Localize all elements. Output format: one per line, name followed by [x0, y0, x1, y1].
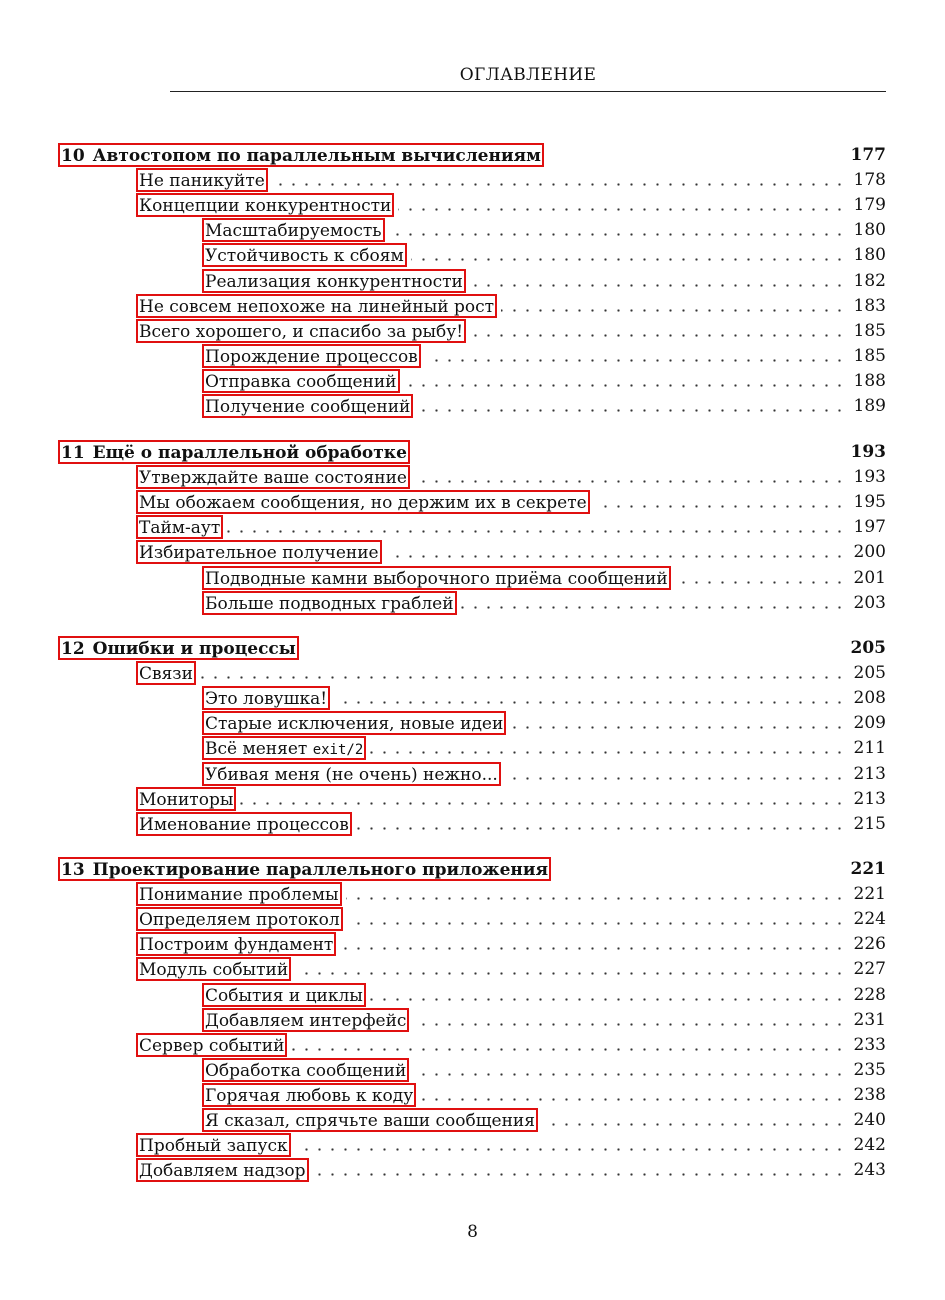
section-entry[interactable]	[136, 907, 343, 931]
section-title: Концепции конкурентности	[139, 196, 392, 217]
section-entry[interactable]	[136, 1133, 291, 1157]
page-number: 8	[467, 1222, 478, 1242]
section-entry[interactable]	[136, 957, 291, 981]
section-entry[interactable]	[202, 711, 506, 735]
dot-leader	[414, 480, 846, 483]
toc-section-row[interactable]	[0, 394, 945, 418]
chapter-title: Автостопом по параллельным вычислениям	[92, 146, 541, 166]
section-entry[interactable]	[202, 566, 671, 590]
dot-leader	[510, 726, 846, 729]
dot-leader	[313, 1173, 846, 1176]
toc-section-row[interactable]	[0, 787, 945, 811]
dot-leader	[370, 998, 846, 1001]
section-entry[interactable]	[136, 540, 382, 564]
section-entry[interactable]	[202, 394, 413, 418]
toc-section-row[interactable]	[0, 1008, 945, 1032]
chapter-title: Ошибки и процессы	[92, 639, 296, 659]
section-title: Отправка сообщений	[205, 371, 397, 392]
section-title: Горячая любовь к коду	[205, 1085, 414, 1106]
toc-section-row[interactable]	[0, 1133, 945, 1157]
section-title: Реализация конкурентности	[205, 271, 463, 292]
section-title: Я сказал, спрячьте ваши сообщения	[205, 1111, 535, 1131]
section-page-number: 226	[853, 934, 886, 955]
dot-leader	[425, 359, 846, 362]
section-page-number: 200	[853, 542, 886, 563]
chapter-title: Проектирование параллельного приложения	[92, 860, 549, 880]
section-entry[interactable]	[202, 269, 466, 293]
toc-section-row[interactable]	[0, 193, 945, 217]
section-title: Это ловушка!	[205, 689, 328, 710]
dot-leader	[295, 972, 846, 975]
section-page-number: 182	[853, 270, 886, 291]
section-title: Добавляем интерфейс	[205, 1010, 407, 1031]
section-title: Модуль событий	[139, 960, 289, 981]
toc-chapter-row[interactable]	[0, 440, 945, 464]
toc-section-row[interactable]	[0, 566, 945, 590]
dot-leader	[386, 555, 846, 558]
toc-section-row[interactable]	[0, 218, 945, 242]
dot-leader	[470, 334, 846, 337]
section-page-number: 233	[853, 1034, 886, 1055]
dot-leader	[413, 1073, 846, 1076]
section-page-number: 213	[853, 788, 886, 809]
section-entry[interactable]	[202, 1083, 416, 1107]
section-page-number: 201	[853, 567, 886, 588]
toc-section-row[interactable]	[0, 168, 945, 192]
section-page-number: 240	[853, 1110, 886, 1130]
section-entry[interactable]	[136, 490, 590, 514]
dot-leader	[411, 258, 846, 261]
chapter-entry[interactable]	[58, 143, 544, 167]
section-page-number: 221	[853, 884, 886, 905]
toc-section-row[interactable]	[0, 1108, 945, 1132]
toc-section-row[interactable]	[0, 490, 945, 514]
section-title: Всего хорошего, и спасибо за рыбу!	[139, 321, 464, 342]
section-entry[interactable]	[202, 1058, 409, 1082]
chapter-number: 11	[61, 443, 85, 463]
section-entry[interactable]	[202, 762, 501, 786]
toc-section-row[interactable]	[0, 591, 945, 615]
toc-section-row[interactable]	[0, 1058, 945, 1082]
toc-section-row[interactable]	[0, 907, 945, 931]
section-entry[interactable]	[136, 319, 466, 343]
section-page-number: 183	[853, 295, 886, 316]
section-title: Мониторы	[139, 789, 234, 810]
toc-section-row[interactable]	[0, 957, 945, 981]
toc-chapter-row[interactable]	[0, 143, 945, 167]
dot-leader	[334, 701, 846, 704]
section-title: Избирательное получение	[139, 543, 379, 564]
section-entry[interactable]	[202, 369, 400, 393]
chapter-entry[interactable]	[58, 636, 299, 660]
toc-chapter-row[interactable]	[0, 857, 945, 881]
dot-leader	[505, 777, 846, 780]
section-title: События и циклы	[205, 985, 363, 1006]
section-entry[interactable]	[136, 168, 268, 192]
dot-leader	[240, 802, 846, 805]
section-entry[interactable]	[202, 218, 385, 242]
section-title: Получение сообщений	[205, 397, 411, 417]
section-page-number: 189	[853, 396, 886, 416]
toc-section-row[interactable]	[0, 243, 945, 267]
section-title: Устойчивость к сбоям	[205, 246, 404, 267]
dot-leader	[675, 581, 846, 584]
dot-leader	[404, 384, 846, 387]
section-page-number: 235	[853, 1059, 886, 1080]
section-page-number: 180	[853, 245, 886, 266]
chapter-title: Ещё о параллельной обработке	[92, 443, 407, 463]
chapter-page-number: 205	[850, 638, 886, 658]
toc-section-row[interactable]	[0, 369, 945, 393]
chapter-page-number: 177	[850, 145, 886, 165]
toc-section-row[interactable]	[0, 319, 945, 343]
code-snippet: exit/2	[312, 742, 364, 759]
dot-leader	[295, 1148, 846, 1151]
section-page-number: 188	[853, 370, 886, 391]
section-title: Добавляем надзор	[139, 1161, 306, 1182]
dot-leader	[200, 676, 846, 679]
section-page-number: 228	[853, 984, 886, 1005]
section-title: Убивая меня (не очень) нежно...	[205, 764, 498, 785]
section-page-number: 178	[853, 170, 886, 191]
dot-leader	[346, 897, 846, 900]
section-page-number: 205	[853, 663, 886, 684]
toc-section-row[interactable]	[0, 465, 945, 489]
toc-section-row[interactable]	[0, 294, 945, 318]
section-title: Больше подводных граблей	[205, 593, 454, 614]
section-page-number: 208	[853, 688, 886, 709]
section-page-number: 242	[853, 1135, 886, 1156]
dot-leader	[389, 233, 846, 236]
chapter-number: 12	[61, 639, 85, 659]
section-entry[interactable]	[136, 193, 394, 217]
section-title: Не совсем непохоже на линейный рост	[139, 296, 495, 317]
section-entry[interactable]	[136, 515, 223, 539]
section-title: Масштабируемость	[205, 221, 382, 242]
section-page-number: 185	[853, 320, 886, 341]
toc-section-row[interactable]	[0, 1158, 945, 1182]
chapter-number: 13	[61, 860, 85, 880]
section-page-number: 185	[853, 345, 886, 366]
dot-leader	[594, 505, 846, 508]
section-entry[interactable]	[202, 736, 366, 760]
section-page-number: 180	[853, 220, 886, 241]
section-title: Порождение процессов	[205, 346, 418, 367]
dot-leader	[272, 183, 846, 186]
toc-section-row[interactable]	[0, 932, 945, 956]
dot-leader	[420, 1098, 846, 1101]
section-page-number: 179	[853, 195, 886, 216]
section-page-number: 227	[853, 959, 886, 980]
dot-leader	[291, 1048, 846, 1051]
dot-leader	[542, 1123, 846, 1126]
section-title: Пробный запуск	[139, 1136, 288, 1157]
section-page-number: 197	[853, 517, 886, 538]
section-title: Обработка сообщений	[205, 1060, 407, 1081]
section-entry[interactable]	[136, 294, 497, 318]
section-entry[interactable]	[136, 1033, 287, 1057]
section-entry[interactable]	[202, 686, 330, 710]
toc-section-row[interactable]	[0, 1033, 945, 1057]
section-entry[interactable]	[202, 1008, 409, 1032]
section-title: Определяем протокол	[139, 910, 340, 931]
chapter-page-number: 193	[850, 442, 886, 462]
section-title: Именование процессов	[139, 814, 349, 835]
section-entry[interactable]	[136, 661, 196, 685]
dot-leader	[227, 530, 846, 533]
toc-section-row[interactable]	[0, 983, 945, 1007]
section-entry[interactable]	[136, 882, 342, 906]
toc-section-row[interactable]	[0, 269, 945, 293]
dot-leader	[501, 309, 846, 312]
section-page-number: 209	[853, 713, 886, 734]
toc-section-row[interactable]	[0, 812, 945, 836]
section-title: Построим фундамент	[139, 935, 334, 956]
section-page-number: 243	[853, 1160, 886, 1181]
section-entry[interactable]	[202, 344, 421, 368]
dot-leader	[413, 1023, 846, 1026]
section-page-number: 203	[853, 592, 886, 613]
section-title: Всё меняет	[205, 739, 313, 760]
section-entry[interactable]	[136, 932, 336, 956]
section-page-number: 213	[853, 763, 886, 784]
toc-section-row[interactable]	[0, 344, 945, 368]
dot-leader	[398, 208, 846, 211]
section-entry[interactable]	[136, 1158, 309, 1182]
section-entry[interactable]	[136, 465, 410, 489]
section-title: Понимание проблемы	[139, 885, 339, 906]
toc-section-row[interactable]	[0, 711, 945, 735]
dot-leader	[347, 922, 846, 925]
toc-section-row[interactable]	[0, 882, 945, 906]
section-title: Подводные камни выборочного приёма сообщений	[205, 568, 668, 589]
section-title: Не паникуйте	[139, 171, 265, 192]
dot-leader	[370, 751, 846, 754]
section-title: Связи	[139, 664, 193, 685]
section-page-number: 215	[853, 813, 886, 834]
toc-section-row[interactable]	[0, 1083, 945, 1107]
toc-section-row[interactable]	[0, 540, 945, 564]
toc-section-row[interactable]	[0, 736, 945, 760]
running-title: ОГЛАВЛЕНИЕ	[459, 65, 597, 85]
section-title: Сервер событий	[139, 1035, 285, 1056]
chapter-number: 10	[61, 146, 85, 166]
dot-leader	[356, 827, 846, 830]
section-page-number: 211	[853, 738, 886, 759]
toc-section-row[interactable]	[0, 661, 945, 685]
section-entry[interactable]	[136, 812, 352, 836]
section-title: Тайм-аут	[139, 518, 221, 539]
dot-leader	[470, 284, 846, 287]
section-entry[interactable]	[136, 787, 236, 811]
section-entry[interactable]	[202, 591, 457, 615]
chapter-page-number: 221	[850, 859, 886, 879]
section-title: Мы обожаем сообщения, но держим их в секрете	[139, 493, 587, 514]
chapter-entry[interactable]	[58, 440, 410, 464]
section-page-number: 224	[853, 909, 886, 930]
section-entry[interactable]	[202, 243, 407, 267]
toc-section-row[interactable]	[0, 762, 945, 786]
section-entry[interactable]	[202, 1108, 538, 1132]
toc-chapter-row[interactable]	[0, 636, 945, 660]
section-title: Утверждайте ваше состояние	[139, 468, 407, 489]
dot-leader	[461, 606, 846, 609]
section-entry[interactable]	[202, 983, 366, 1007]
toc-section-row[interactable]	[0, 515, 945, 539]
section-title: Старые исключения, новые идеи	[205, 714, 504, 735]
section-page-number: 195	[853, 492, 886, 513]
section-page-number: 193	[853, 467, 886, 488]
chapter-entry[interactable]	[58, 857, 551, 881]
section-page-number: 231	[853, 1009, 886, 1030]
toc-section-row[interactable]	[0, 686, 945, 710]
dot-leader	[340, 947, 846, 950]
dot-leader	[417, 409, 846, 412]
section-page-number: 238	[853, 1084, 886, 1105]
